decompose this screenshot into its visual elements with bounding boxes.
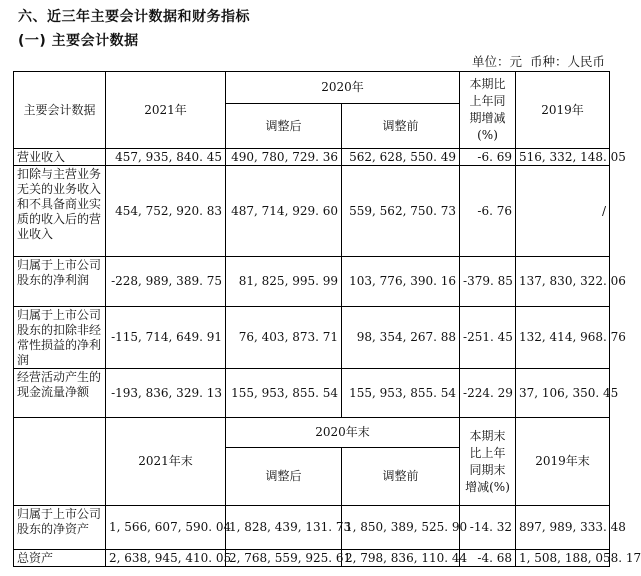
cell-adjusted: 81, 825, 995. 99 xyxy=(226,257,342,307)
header-2020: 2020年 xyxy=(226,72,460,104)
header-item: 主要会计数据 xyxy=(14,72,106,149)
cell-change: -6. 76 xyxy=(460,166,516,257)
row-label: 归属于上市公司股东的扣除非经常性损益的净利润 xyxy=(14,307,106,369)
header-before-end: 调整前 xyxy=(342,448,460,506)
cell-before: 103, 776, 390. 16 xyxy=(342,257,460,307)
table-row xyxy=(14,550,610,567)
row-label: 营业收入 xyxy=(14,149,106,166)
subsection-title: (一) 主要会计数据 xyxy=(18,33,139,49)
cell-2021: -115, 714, 649. 91 xyxy=(106,307,226,369)
cell-2019: 37, 106, 350. 45 xyxy=(516,369,610,418)
cell-adjusted: 490, 780, 729. 36 xyxy=(226,149,342,166)
header-blank xyxy=(14,418,106,506)
table-row xyxy=(14,149,610,166)
row-label: 归属于上市公司股东的净资产 xyxy=(14,506,106,550)
unit-line xyxy=(464,52,605,70)
currency-label: 币种：人民币 xyxy=(529,54,605,69)
header-change: 本期比上年同期增减(%) xyxy=(460,72,516,149)
cell-change: -379. 85 xyxy=(460,257,516,307)
cell-change: -251. 45 xyxy=(460,307,516,369)
cell-before: 155, 953, 855. 54 xyxy=(342,369,460,418)
cell-before: 98, 354, 267. 88 xyxy=(342,307,460,369)
header-adjusted-end: 调整后 xyxy=(226,448,342,506)
cell-2019: / xyxy=(516,166,610,257)
table-row xyxy=(14,307,610,369)
cell-adjusted: 1, 828, 439, 131. 73 xyxy=(226,506,342,550)
header-2019-end: 2019年末 xyxy=(516,418,610,506)
cell-change: -4. 68 xyxy=(460,550,516,567)
cell-change: -14. 32 xyxy=(460,506,516,550)
cell-2021: 454, 752, 920. 83 xyxy=(106,166,226,257)
cell-2019: 516, 332, 148. 05 xyxy=(516,149,610,166)
header-change-end: 本期末比上年同期末增减(%) xyxy=(460,418,516,506)
cell-adjusted: 2, 768, 559, 925. 61 xyxy=(226,550,342,567)
row-label: 扣除与主营业务无关的业务收入和不具备商业实质的收入后的营业收入 xyxy=(14,166,106,257)
header-adjusted: 调整后 xyxy=(226,104,342,149)
row-label: 归属于上市公司股东的净利润 xyxy=(14,257,106,307)
header-2020-end: 2020年末 xyxy=(226,418,460,448)
header-2021-end: 2021年末 xyxy=(106,418,226,506)
table-row xyxy=(14,369,610,418)
cell-2021: -193, 836, 329. 13 xyxy=(106,369,226,418)
table-row xyxy=(14,257,610,307)
cell-before: 1, 850, 389, 525. 90 xyxy=(342,506,460,550)
cell-2019: 1, 508, 188, 058. 17 xyxy=(516,550,610,567)
cell-before: 562, 628, 550. 49 xyxy=(342,149,460,166)
cell-adjusted: 155, 953, 855. 54 xyxy=(226,369,342,418)
unit-label: 单位：元 xyxy=(471,54,522,69)
header-before: 调整前 xyxy=(342,104,460,149)
cell-before: 2, 798, 836, 110. 44 xyxy=(342,550,460,567)
cell-2019: 897, 989, 333. 48 xyxy=(516,506,610,550)
cell-2021: 2, 638, 945, 410. 05 xyxy=(106,550,226,567)
cell-2019: 137, 830, 322. 06 xyxy=(516,257,610,307)
table-row xyxy=(14,506,610,550)
cell-change: -6. 69 xyxy=(460,149,516,166)
section-title: 六、近三年主要会计数据和财务指标 xyxy=(18,9,250,25)
cell-2021: 457, 935, 840. 45 xyxy=(106,149,226,166)
cell-change: -224. 29 xyxy=(460,369,516,418)
row-label: 总资产 xyxy=(14,550,106,567)
cell-adjusted: 76, 403, 873. 71 xyxy=(226,307,342,369)
cell-before: 559, 562, 750. 73 xyxy=(342,166,460,257)
cell-2021: 1, 566, 607, 590. 04 xyxy=(106,506,226,550)
cell-2019: 132, 414, 968. 76 xyxy=(516,307,610,369)
cell-2021: -228, 989, 389. 75 xyxy=(106,257,226,307)
row-label: 经营活动产生的现金流量净额 xyxy=(14,369,106,418)
table-row xyxy=(14,166,610,257)
header-2021: 2021年 xyxy=(106,72,226,149)
accounting-data-table xyxy=(13,71,641,567)
cell-adjusted: 487, 714, 929. 60 xyxy=(226,166,342,257)
header-2019: 2019年 xyxy=(516,72,610,149)
